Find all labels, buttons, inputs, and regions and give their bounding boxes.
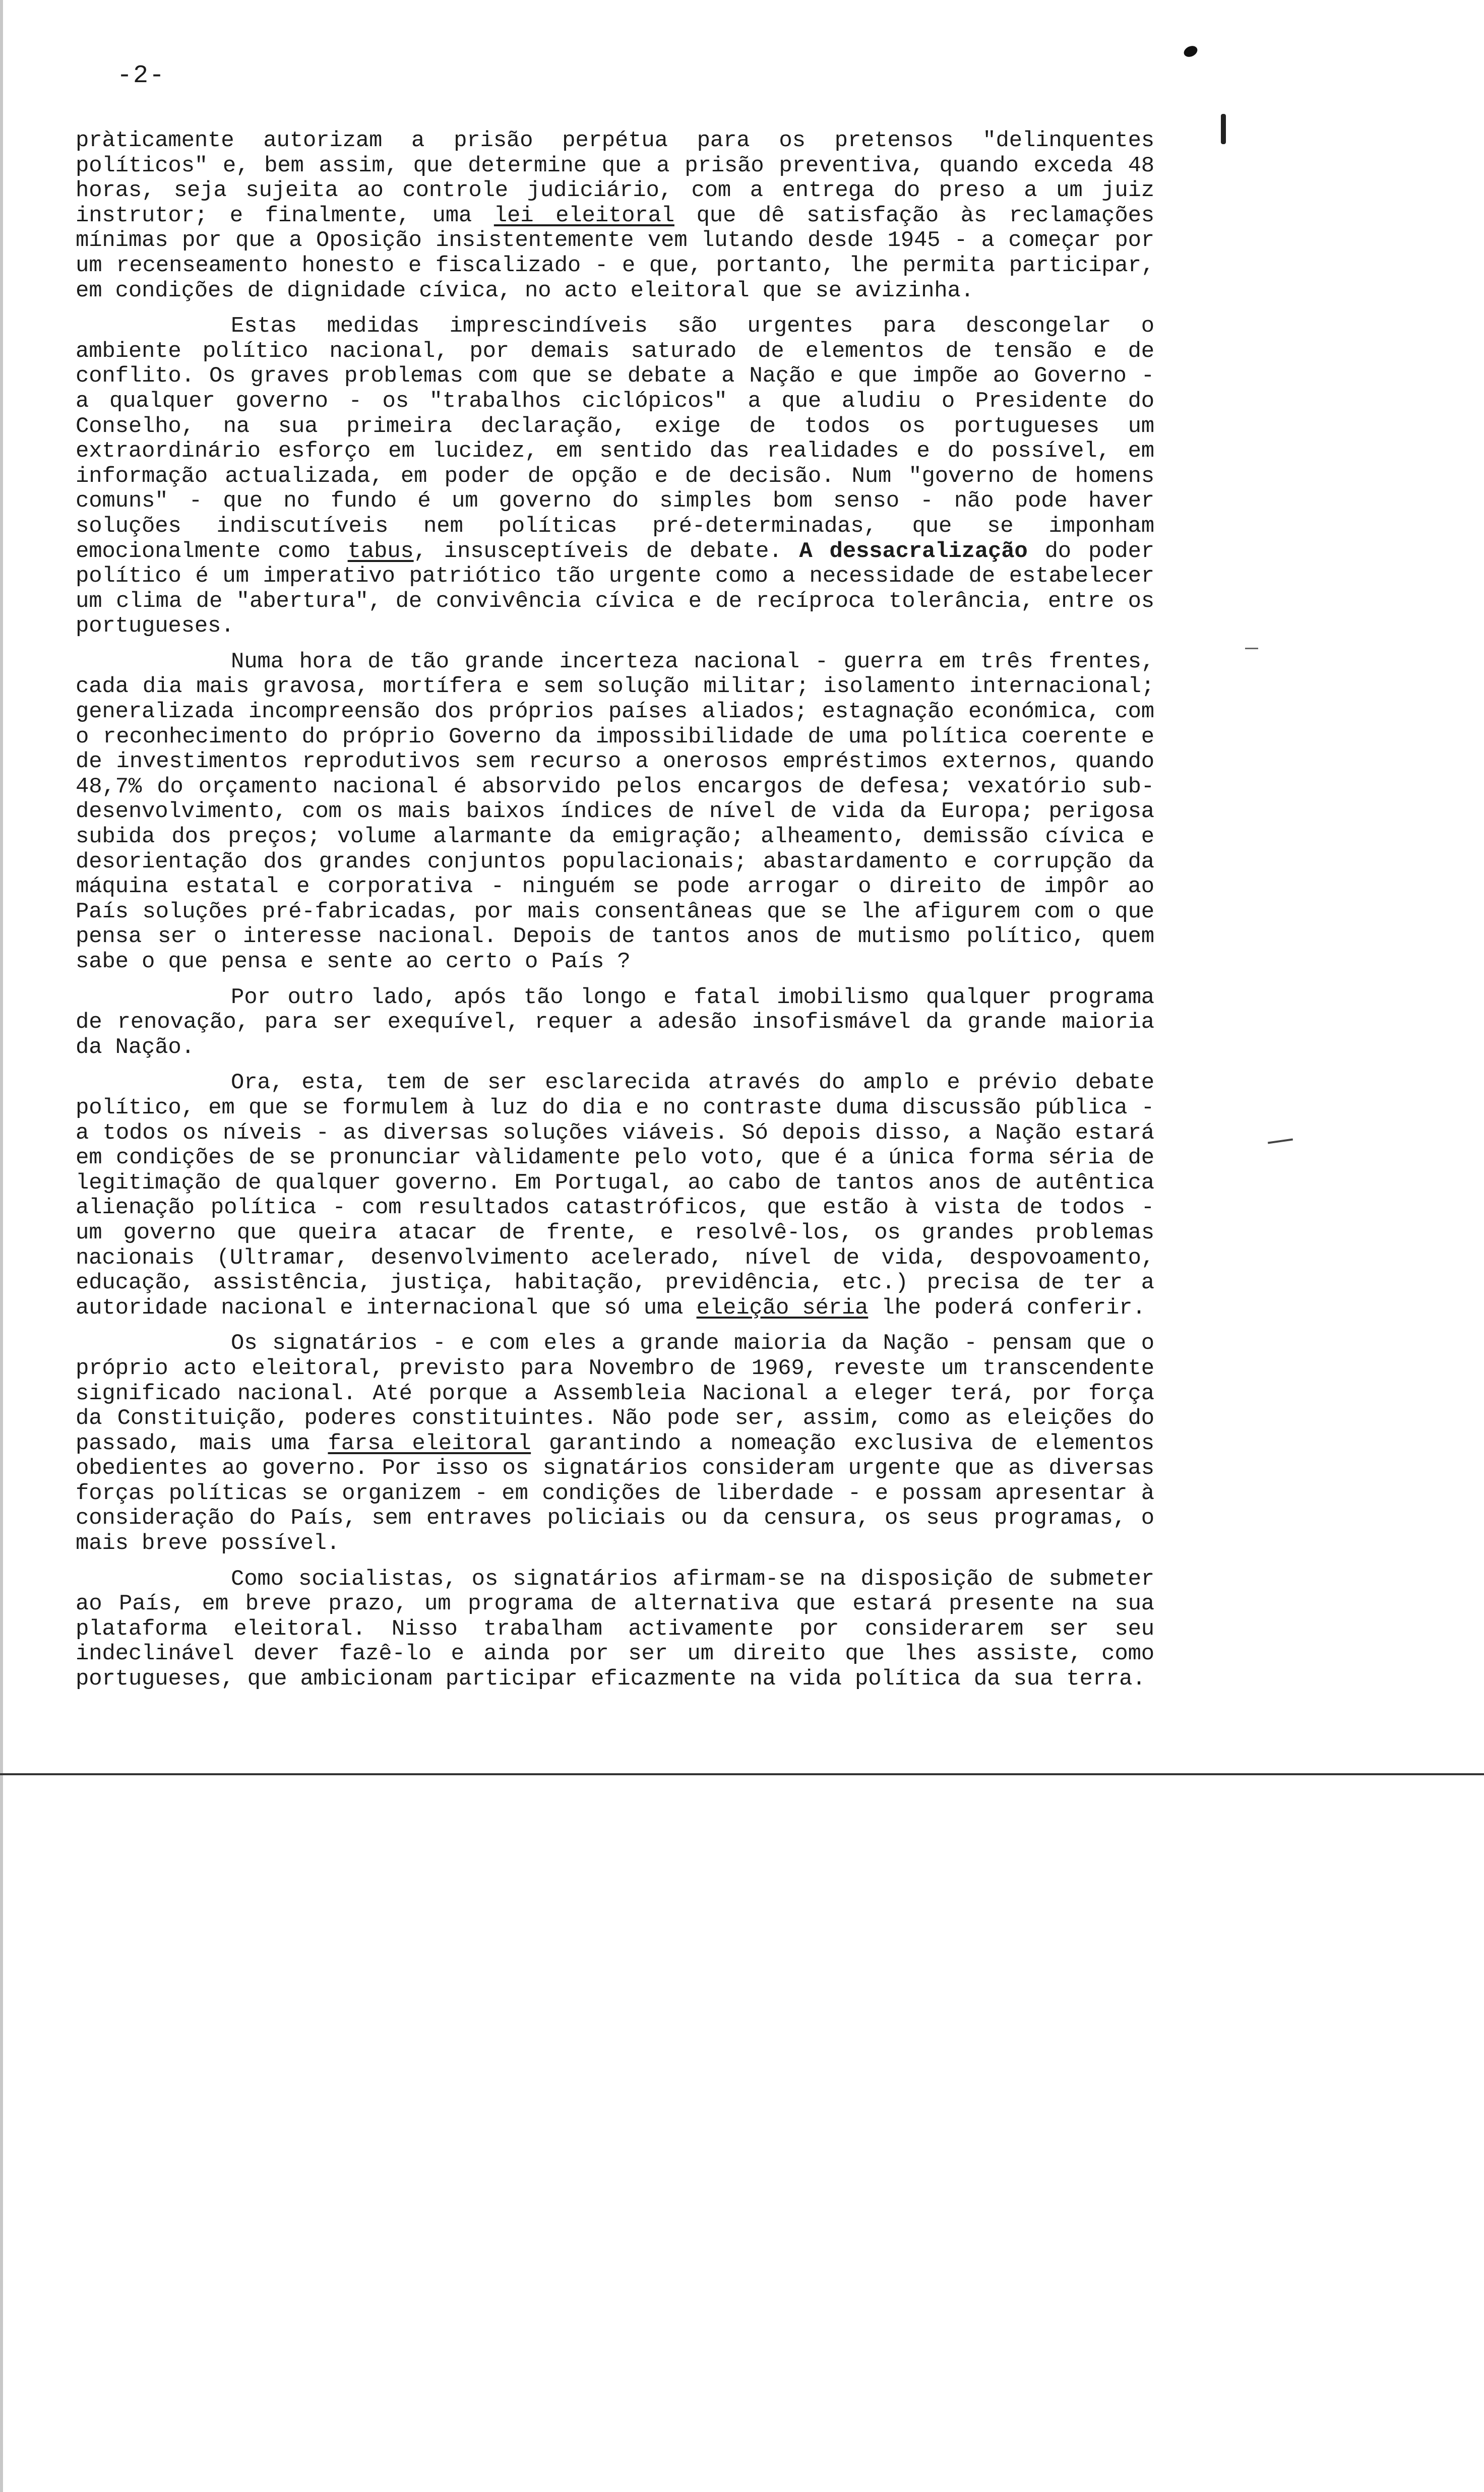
paragraph [76,985,1154,1061]
paragraph [76,650,1154,975]
document-body [76,129,1154,1703]
text-run: que dê satisfação às reclamações mínimas por que a Oposição insistentemente vem lutando desde 1945 - a começar por um recenseamento honesto e fiscalizado - e que, portanto, lhe permita participar, em condições de dignidade cívica, no acto eleitoral que se avizinha. [76,203,1154,303]
paragraph [76,129,1154,303]
underlined-phrase: tabus [347,538,414,564]
text-run: , insusceptíveis de debate. [413,538,799,564]
underlined-phrase: lei eleitoral [493,203,674,228]
text-run: Os signatários - e com eles a grande maioria da Nação - pensam que o próprio acto eleitoral, previsto para Novembro de 1969, reveste um transcendente significado nacional. Até porque a Assembleia Nacional a eleger terá, por força da Constituição, poderes constituintes. Não pode ser, assim, como as eleições do passado, mais uma [76,1331,1154,1456]
scan-left-edge [0,0,3,2492]
paragraph [76,314,1154,639]
page-number: -2- [117,61,166,90]
emphasized-phrase: A dessacralização [799,538,1028,564]
text-run: Por outro lado, após tão longo e fatal imobilismo qualquer programa de renovação, para ser exequível, requer a adesão insofismável da grande maioria da Nação. [76,984,1154,1060]
text-run: Estas medidas imprescindíveis são urgentes para descongelar o ambiente político nacional, por demais saturado de elementos de tensão e de conflito. Os graves problemas com que se debate a Nação e que impõe ao Governo - a qualquer governo - os "trabalhos ciclópicos" a que aludiu o Presidente do Conselho, na sua primeira declaração, exige de todos os portugueses um extraordinário esforço em lucidez, em sentido das realidades e do possível, em informação actualizada, em poder de opção e de decisão. Num "governo de homens comuns" - que no fundo é um governo do simples bom senso - não pode haver soluções indiscutíveis nem políticas pré-determinadas, que se imponham emocionalmente como [76,314,1154,564]
text-run: lhe poderá conferir. [868,1295,1146,1321]
text-run: Como socialistas, os signatários afirmam-se na disposição de submeter ao País, em breve prazo, um programa de alternativa que estará presente na sua plataforma eleitoral. Nisso trabalham activamente por considerarem ser seu indeclinável dever fazê-lo e ainda por ser um direito que lhes assiste, como portugueses, que ambicionam participar eficazmente na vida política da sua terra. [76,1566,1154,1692]
margin-mark [1268,1139,1293,1144]
text-run: garantindo a nomeação exclusiva de elementos obedientes ao governo. Por isso os signatários consideram urgente que as diversas forças políticas se organizem - em condições de liberdade - e possam apresentar à consideração do País, sem entraves policiais ou da censura, os seus programas, o mais breve possível. [76,1430,1154,1556]
page-bottom-rule [0,1773,1484,1775]
text-run: Numa hora de tão grande incerteza nacional - guerra em três frentes, cada dia mais gravosa, mortífera e sem solução militar; isolamento internacional; generalizada incompreensão dos próprios países aliados; estagnação económica, com o reconhecimento do próprio Governo da impossibilidade de uma política coerente e de investimentos reprodutivos sem recurso a onerosos empréstimos externos, quando 48,7% do orçamento nacional é absorvido pelos encargos de defesa; vexatório sub-desenvolvimento, com os mais baixos índices de nível de vida da Europa; perigosa subida dos preços; volume alarmante da emigração; alheamento, demissão cívica e desorientação dos grandes conjuntos populacionais; abastardamento e corrupção da máquina estatal e corporativa - ninguém se pode arrogar o direito de impôr ao País soluções pré-fabricadas, por mais consentâneas que se lhe afigurem com o que pensa ser o interesse nacional. Depois de tantos anos de mutismo político, quem sabe o que pensa e sente ao certo o País ? [76,649,1154,974]
margin-mark [1245,648,1258,649]
underlined-phrase: farsa eleitoral [328,1430,531,1456]
text-run: Ora, esta, tem de ser esclarecida através do amplo e prévio debate político, em que se formulem à luz do dia e no contraste duma discussão pública - a todos os níveis - as diversas soluções viáveis. Só depois disso, a Nação estará em condições de se pronunciar vàlidamente pelo voto, que é a única forma séria de legitimação de qualquer governo. Em Portugal, ao cabo de tantos anos de autêntica alienação política - com resultados catastróficos, que estão à vista de todos - um governo que queira atacar de frente, e resolvê-los, os grandes problemas nacionais (Ultramar, desenvolvimento acelerado, nível de vida, despovoamento, educação, assistência, justiça, habitação, previdência, etc.) precisa de ter a autoridade nacional e internacional que só uma [76,1070,1154,1321]
text-run: do poder político é um imperativo patriótico tão urgente como a necessidade de estabelecer um clima de "abertura", de convivência cívica e de recíproca tolerância, entre os portugueses. [76,538,1154,639]
underlined-phrase: eleição séria [696,1295,869,1321]
ink-blot-mark [1182,44,1199,59]
text-run: pràticamente autorizam a prisão perpétua para os pretensos "delinquentes políticos" e, bem assim, que determine que a prisão preventiva, quando exceda 48 horas, seja sujeita ao controle judiciário, com a entrega do preso a um juiz instrutor; e finalmente, uma [76,128,1154,228]
margin-mark [1221,114,1226,144]
paragraph [76,1567,1154,1692]
paragraph [76,1331,1154,1556]
paragraph [76,1071,1154,1321]
